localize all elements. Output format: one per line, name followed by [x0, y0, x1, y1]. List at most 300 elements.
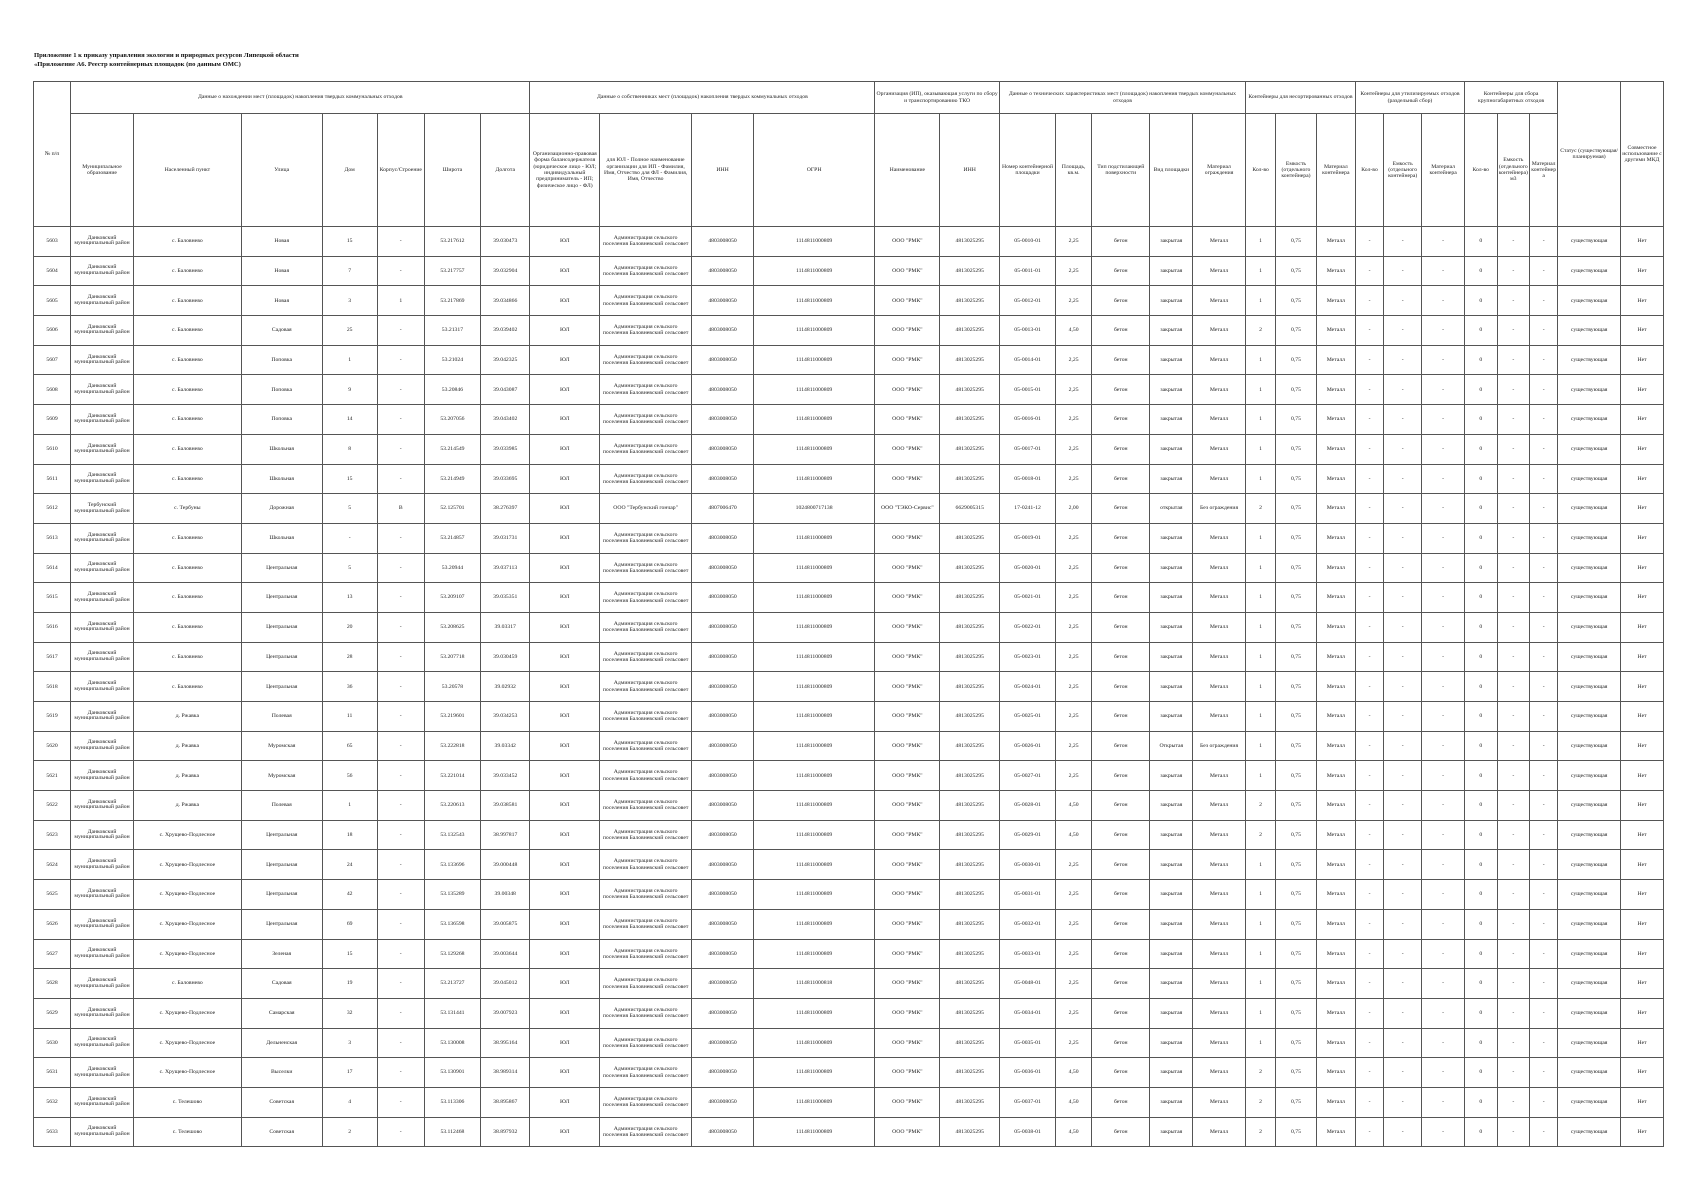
cell-bulky-volume: - [1497, 345, 1530, 375]
cell-surface: бетон [1092, 820, 1150, 850]
cell-carrier-inn: 4813025295 [940, 434, 1000, 464]
cell-recyclable-volume: - [1384, 761, 1422, 791]
cell-building: - [377, 939, 424, 969]
cell-lat: 53.131441 [424, 998, 480, 1028]
cell-owner-name: Администрация сельского поселения Баловневский сельсовет [600, 672, 692, 702]
cell-carrier-inn: 4813025295 [940, 820, 1000, 850]
cell-settlement: с. Баловнево [133, 553, 241, 583]
cell-org-form: ЮЛ [530, 375, 600, 405]
cell-carrier-name: ООО "РМК" [875, 880, 940, 910]
cell-lon: 39.043402 [481, 405, 530, 435]
cell-bulky-count: 0 [1464, 791, 1497, 821]
cell-carrier-name: ООО "РМК" [875, 583, 940, 613]
cell-unsorted-volume: 0,75 [1276, 761, 1316, 791]
cell-site-type: закрытая [1150, 405, 1193, 435]
cell-mo: Данковский муниципальный район [71, 345, 134, 375]
cell-owner-ogrn: 1114811000818 [753, 969, 874, 999]
cell-building: - [377, 316, 424, 346]
cell-house: 15 [322, 227, 377, 257]
cell-bulky-count: 0 [1464, 375, 1497, 405]
cell-area: 4,50 [1056, 1117, 1092, 1147]
cell-bulky-count: 0 [1464, 820, 1497, 850]
cell-owner-name: Администрация сельского поселения Баловневский сельсовет [600, 791, 692, 821]
cell-house: 28 [322, 642, 377, 672]
cell-site-type: закрытая [1150, 702, 1193, 732]
cell-bulky-count: 0 [1464, 464, 1497, 494]
cell-site-no: 05-0023-01 [999, 642, 1055, 672]
cell-owner-inn: 4803008050 [692, 672, 754, 702]
cell-site-no: 05-0025-01 [999, 702, 1055, 732]
cell-owner-ogrn: 1114811000809 [753, 553, 874, 583]
cell-unsorted-material: Металл [1316, 702, 1355, 732]
cell-unsorted-volume: 0,75 [1276, 672, 1316, 702]
group-header-recyclable-containers: Контейнеры для утилизируемых отходов (раздельный сбор) [1356, 82, 1465, 114]
cell-carrier-inn: 4813025295 [940, 702, 1000, 732]
cell-joint-use: Нет [1621, 909, 1664, 939]
cell-unsorted-material: Металл [1316, 1028, 1355, 1058]
cell-num: 5633 [34, 1117, 71, 1147]
cell-surface: бетон [1092, 434, 1150, 464]
cell-owner-name: Администрация сельского поселения Баловневский сельсовет [600, 909, 692, 939]
cell-settlement: с. Хрущево-Подлесное [133, 820, 241, 850]
cell-site-type: закрытая [1150, 850, 1193, 880]
cell-carrier-name: ООО "РМК" [875, 731, 940, 761]
cell-recyclable-material: - [1422, 286, 1465, 316]
cell-bulky-volume: - [1497, 642, 1530, 672]
cell-building: - [377, 791, 424, 821]
col-header-joint-use: Совместное использование с другими МКД [1621, 82, 1664, 227]
cell-bulky-material: - [1530, 761, 1558, 791]
cell-site-type: закрытая [1150, 909, 1193, 939]
cell-carrier-inn: 4813025295 [940, 523, 1000, 553]
cell-recyclable-volume: - [1384, 286, 1422, 316]
cell-street: Школьная [241, 464, 322, 494]
cell-street: Школьная [241, 523, 322, 553]
cell-unsorted-count: 1 [1245, 702, 1275, 732]
cell-street: Центральная [241, 909, 322, 939]
cell-num: 5611 [34, 464, 71, 494]
cell-street: Центральная [241, 672, 322, 702]
cell-bulky-material: - [1530, 1117, 1558, 1147]
cell-owner-ogrn: 1114811000809 [753, 375, 874, 405]
cell-street: Самарская [241, 998, 322, 1028]
column-header-row [34, 114, 1664, 227]
cell-unsorted-count: 1 [1245, 909, 1275, 939]
cell-unsorted-volume: 0,75 [1276, 791, 1316, 821]
cell-building: - [377, 909, 424, 939]
cell-status: существующая [1558, 939, 1621, 969]
cell-bulky-volume: - [1497, 850, 1530, 880]
cell-org-form: ЮЛ [530, 553, 600, 583]
cell-street: Центральная [241, 820, 322, 850]
cell-settlement: с. Хрущево-Подлесное [133, 1028, 241, 1058]
cell-settlement: д. Ржавка [133, 702, 241, 732]
cell-recyclable-material: - [1422, 702, 1465, 732]
cell-lon: 39.005875 [481, 909, 530, 939]
cell-building: - [377, 702, 424, 732]
cell-recyclable-count: - [1356, 880, 1384, 910]
cell-recyclable-material: - [1422, 1117, 1465, 1147]
cell-building: - [377, 998, 424, 1028]
cell-house: 7 [322, 256, 377, 286]
cell-status: существующая [1558, 553, 1621, 583]
cell-carrier-inn: 4813025295 [940, 939, 1000, 969]
cell-street: Садовая [241, 969, 322, 999]
cell-bulky-count: 0 [1464, 583, 1497, 613]
cell-mo: Данковский муниципальный район [71, 820, 134, 850]
cell-settlement: с. Баловнево [133, 523, 241, 553]
cell-recyclable-volume: - [1384, 1028, 1422, 1058]
cell-recyclable-material: - [1422, 909, 1465, 939]
cell-owner-name: Администрация сельского поселения Баловневский сельсовет [600, 434, 692, 464]
cell-num: 5624 [34, 850, 71, 880]
cell-surface: бетон [1092, 880, 1150, 910]
cell-bulky-count: 0 [1464, 405, 1497, 435]
cell-building: - [377, 553, 424, 583]
cell-site-type: закрытая [1150, 612, 1193, 642]
cell-surface: бетон [1092, 523, 1150, 553]
cell-bulky-material: - [1530, 939, 1558, 969]
cell-unsorted-volume: 0,75 [1276, 227, 1316, 257]
cell-owner-inn: 4803008050 [692, 612, 754, 642]
cell-owner-ogrn: 1114811000809 [753, 1058, 874, 1088]
cell-carrier-inn: 4813025295 [940, 345, 1000, 375]
table-row [34, 256, 1664, 286]
cell-house: 3 [322, 286, 377, 316]
col-header-unsorted-count: Кол-во [1245, 114, 1275, 227]
cell-org-form: ЮЛ [530, 1058, 600, 1088]
cell-recyclable-count: - [1356, 969, 1384, 999]
cell-unsorted-material: Металл [1316, 731, 1355, 761]
cell-site-type: закрытая [1150, 256, 1193, 286]
cell-unsorted-material: Металл [1316, 820, 1355, 850]
cell-bulky-material: - [1530, 523, 1558, 553]
cell-recyclable-material: - [1422, 227, 1465, 257]
cell-bulky-volume: - [1497, 791, 1530, 821]
cell-status: существующая [1558, 464, 1621, 494]
cell-site-no: 05-0018-01 [999, 464, 1055, 494]
cell-owner-inn: 4803008050 [692, 791, 754, 821]
cell-house: 65 [322, 731, 377, 761]
cell-owner-ogrn: 1114811000809 [753, 227, 874, 257]
cell-recyclable-count: - [1356, 1117, 1384, 1147]
cell-site-no: 05-0036-01 [999, 1058, 1055, 1088]
cell-street: Садовая [241, 316, 322, 346]
cell-joint-use: Нет [1621, 672, 1664, 702]
cell-owner-ogrn: 1114811000809 [753, 464, 874, 494]
cell-owner-name: Администрация сельского поселения Баловневский сельсовет [600, 939, 692, 969]
cell-mo: Данковский муниципальный район [71, 405, 134, 435]
cell-org-form: ЮЛ [530, 612, 600, 642]
cell-unsorted-volume: 0,75 [1276, 731, 1316, 761]
cell-joint-use: Нет [1621, 316, 1664, 346]
cell-building: - [377, 256, 424, 286]
table-row [34, 1117, 1664, 1147]
cell-site-no: 05-0019-01 [999, 523, 1055, 553]
cell-recyclable-volume: - [1384, 256, 1422, 286]
cell-status: существующая [1558, 345, 1621, 375]
cell-lat: 53.217869 [424, 286, 480, 316]
cell-house: 17 [322, 1058, 377, 1088]
cell-fence: Металл [1193, 256, 1246, 286]
cell-status: существующая [1558, 909, 1621, 939]
table-row [34, 612, 1664, 642]
cell-house: 24 [322, 850, 377, 880]
cell-status: существующая [1558, 969, 1621, 999]
cell-lat: 53.136598 [424, 909, 480, 939]
cell-num: 5616 [34, 612, 71, 642]
cell-num: 5617 [34, 642, 71, 672]
cell-carrier-name: ООО "РМК" [875, 405, 940, 435]
cell-surface: бетон [1092, 256, 1150, 286]
cell-site-type: закрытая [1150, 316, 1193, 346]
cell-fence: Металл [1193, 583, 1246, 613]
cell-building: - [377, 1087, 424, 1117]
cell-lat: 53.217612 [424, 227, 480, 257]
cell-building: - [377, 820, 424, 850]
cell-bulky-material: - [1530, 612, 1558, 642]
cell-lon: 39.034866 [481, 286, 530, 316]
cell-num: 5604 [34, 256, 71, 286]
col-header-carrier-inn: ИНН [940, 114, 1000, 227]
cell-settlement: с. Хрущево-Подлесное [133, 909, 241, 939]
cell-unsorted-count: 1 [1245, 375, 1275, 405]
cell-bulky-material: - [1530, 434, 1558, 464]
cell-recyclable-volume: - [1384, 820, 1422, 850]
cell-bulky-volume: - [1497, 820, 1530, 850]
cell-carrier-inn: 4813025295 [940, 998, 1000, 1028]
cell-house: 18 [322, 820, 377, 850]
cell-fence: Металл [1193, 1028, 1246, 1058]
cell-site-no: 05-0027-01 [999, 761, 1055, 791]
cell-surface: бетон [1092, 731, 1150, 761]
cell-lon: 39.03317 [481, 612, 530, 642]
cell-org-form: ЮЛ [530, 405, 600, 435]
cell-status: существующая [1558, 731, 1621, 761]
cell-house: 1 [322, 345, 377, 375]
col-header-owner-inn: ИНН [692, 114, 754, 227]
cell-org-form: ЮЛ [530, 434, 600, 464]
cell-mo: Данковский муниципальный район [71, 434, 134, 464]
cell-carrier-name: ООО "РМК" [875, 1117, 940, 1147]
cell-carrier-name: ООО "РМК" [875, 523, 940, 553]
cell-joint-use: Нет [1621, 227, 1664, 257]
cell-carrier-inn: 4813025295 [940, 761, 1000, 791]
cell-unsorted-volume: 0,75 [1276, 553, 1316, 583]
cell-area: 2,25 [1056, 672, 1092, 702]
cell-mo: Данковский муниципальный район [71, 1028, 134, 1058]
cell-carrier-name: ООО "РМК" [875, 286, 940, 316]
cell-building: - [377, 761, 424, 791]
cell-building: - [377, 969, 424, 999]
cell-owner-ogrn: 1114811000809 [753, 612, 874, 642]
cell-site-type: закрытая [1150, 939, 1193, 969]
cell-owner-name: Администрация сельского поселения Баловневский сельсовет [600, 553, 692, 583]
cell-owner-name: Администрация сельского поселения Баловневский сельсовет [600, 998, 692, 1028]
cell-building: - [377, 1117, 424, 1147]
cell-bulky-count: 0 [1464, 850, 1497, 880]
cell-num: 5627 [34, 939, 71, 969]
cell-recyclable-material: - [1422, 464, 1465, 494]
cell-owner-inn: 4803008050 [692, 1028, 754, 1058]
cell-owner-ogrn: 1114811000809 [753, 850, 874, 880]
cell-unsorted-volume: 0,75 [1276, 969, 1316, 999]
cell-building: - [377, 731, 424, 761]
cell-building: - [377, 345, 424, 375]
cell-lat: 53.133696 [424, 850, 480, 880]
cell-lat: 52.125701 [424, 494, 480, 524]
cell-recyclable-count: - [1356, 612, 1384, 642]
cell-area: 2,25 [1056, 464, 1092, 494]
cell-carrier-inn: 4813025295 [940, 1087, 1000, 1117]
cell-unsorted-material: Металл [1316, 464, 1355, 494]
cell-mo: Данковский муниципальный район [71, 1087, 134, 1117]
cell-street: Центральная [241, 553, 322, 583]
cell-joint-use: Нет [1621, 256, 1664, 286]
cell-street: Дельненская [241, 1028, 322, 1058]
cell-unsorted-count: 2 [1245, 494, 1275, 524]
cell-owner-inn: 4803008050 [692, 405, 754, 435]
cell-unsorted-material: Металл [1316, 494, 1355, 524]
cell-recyclable-count: - [1356, 256, 1384, 286]
cell-house: 20 [322, 612, 377, 642]
cell-settlement: с. Хрущево-Подлесное [133, 939, 241, 969]
cell-fence: Металл [1193, 672, 1246, 702]
cell-lon: 38.995164 [481, 1028, 530, 1058]
cell-bulky-count: 0 [1464, 256, 1497, 286]
cell-carrier-inn: 4813025295 [940, 256, 1000, 286]
cell-surface: бетон [1092, 1117, 1150, 1147]
cell-num: 5628 [34, 969, 71, 999]
cell-carrier-inn: 4813025295 [940, 969, 1000, 999]
cell-num: 5607 [34, 345, 71, 375]
table-row [34, 909, 1664, 939]
cell-carrier-inn: 4813025295 [940, 1028, 1000, 1058]
cell-num: 5614 [34, 553, 71, 583]
cell-owner-ogrn: 1114811000809 [753, 1028, 874, 1058]
cell-unsorted-volume: 0,75 [1276, 345, 1316, 375]
cell-bulky-volume: - [1497, 523, 1530, 553]
cell-area: 2,25 [1056, 553, 1092, 583]
cell-recyclable-count: - [1356, 939, 1384, 969]
cell-status: существующая [1558, 612, 1621, 642]
cell-joint-use: Нет [1621, 1058, 1664, 1088]
cell-surface: бетон [1092, 939, 1150, 969]
cell-owner-inn: 4803008050 [692, 880, 754, 910]
cell-lon: 38.997817 [481, 820, 530, 850]
cell-surface: бетон [1092, 227, 1150, 257]
cell-org-form: ЮЛ [530, 850, 600, 880]
cell-fence: Металл [1193, 612, 1246, 642]
cell-area: 2,25 [1056, 405, 1092, 435]
cell-joint-use: Нет [1621, 523, 1664, 553]
cell-bulky-volume: - [1497, 227, 1530, 257]
cell-recyclable-count: - [1356, 731, 1384, 761]
cell-area: 4,50 [1056, 820, 1092, 850]
cell-org-form: ЮЛ [530, 316, 600, 346]
document-title [34, 52, 934, 69]
cell-bulky-volume: - [1497, 731, 1530, 761]
cell-org-form: ЮЛ [530, 998, 600, 1028]
cell-carrier-name: ООО "РМК" [875, 345, 940, 375]
cell-owner-name: Администрация сельского поселения Баловневский сельсовет [600, 612, 692, 642]
cell-lon: 39.042325 [481, 345, 530, 375]
cell-surface: бетон [1092, 969, 1150, 999]
cell-bulky-count: 0 [1464, 612, 1497, 642]
cell-unsorted-volume: 0,75 [1276, 583, 1316, 613]
cell-recyclable-count: - [1356, 998, 1384, 1028]
cell-org-form: ЮЛ [530, 909, 600, 939]
cell-owner-name: Администрация сельского поселения Баловневский сельсовет [600, 1087, 692, 1117]
group-header-owners: Данные о собственниках мест (площадок) накопления твердых коммунальных отходов [530, 82, 875, 114]
cell-site-type: закрытая [1150, 642, 1193, 672]
cell-owner-name: Администрация сельского поселения Баловневский сельсовет [600, 880, 692, 910]
cell-site-no: 05-0022-01 [999, 612, 1055, 642]
cell-street: Поповка [241, 405, 322, 435]
cell-carrier-name: ООО "РМК" [875, 642, 940, 672]
cell-mo: Данковский муниципальный район [71, 909, 134, 939]
cell-org-form: ЮЛ [530, 345, 600, 375]
cell-joint-use: Нет [1621, 820, 1664, 850]
cell-unsorted-material: Металл [1316, 672, 1355, 702]
cell-mo: Данковский муниципальный район [71, 553, 134, 583]
cell-bulky-material: - [1530, 702, 1558, 732]
table-row [34, 1028, 1664, 1058]
cell-owner-inn: 4803008050 [692, 939, 754, 969]
group-header-technical: Данные о технических характеристиках мест (площадок) накопления твердых коммунальных отходов [999, 82, 1245, 114]
cell-recyclable-count: - [1356, 345, 1384, 375]
cell-unsorted-volume: 0,75 [1276, 316, 1316, 346]
cell-street: Центральная [241, 850, 322, 880]
cell-lat: 53.207056 [424, 405, 480, 435]
cell-carrier-name: ООО "РМК" [875, 998, 940, 1028]
cell-owner-name: Администрация сельского поселения Баловневский сельсовет [600, 1058, 692, 1088]
col-header-bulky-material: Материал контейнера [1530, 114, 1558, 227]
cell-recyclable-volume: - [1384, 672, 1422, 702]
cell-joint-use: Нет [1621, 791, 1664, 821]
cell-owner-ogrn: 1114811000809 [753, 1117, 874, 1147]
cell-street: Полевая [241, 791, 322, 821]
cell-owner-name: Администрация сельского поселения Баловневский сельсовет [600, 345, 692, 375]
cell-num: 5612 [34, 494, 71, 524]
cell-recyclable-count: - [1356, 464, 1384, 494]
cell-recyclable-count: - [1356, 583, 1384, 613]
cell-site-type: закрытая [1150, 998, 1193, 1028]
cell-bulky-volume: - [1497, 880, 1530, 910]
cell-num: 5631 [34, 1058, 71, 1088]
cell-joint-use: Нет [1621, 998, 1664, 1028]
cell-unsorted-count: 1 [1245, 672, 1275, 702]
cell-recyclable-volume: - [1384, 583, 1422, 613]
cell-mo: Данковский муниципальный район [71, 256, 134, 286]
cell-lon: 38.276397 [481, 494, 530, 524]
cell-house: 15 [322, 939, 377, 969]
cell-unsorted-count: 1 [1245, 998, 1275, 1028]
cell-fence: Металл [1193, 1117, 1246, 1147]
cell-recyclable-material: - [1422, 998, 1465, 1028]
cell-bulky-material: - [1530, 731, 1558, 761]
cell-street: Советская [241, 1087, 322, 1117]
cell-bulky-count: 0 [1464, 939, 1497, 969]
cell-surface: бетон [1092, 791, 1150, 821]
cell-bulky-count: 0 [1464, 286, 1497, 316]
cell-bulky-material: - [1530, 1087, 1558, 1117]
cell-unsorted-count: 1 [1245, 345, 1275, 375]
cell-site-no: 05-0038-01 [999, 1117, 1055, 1147]
cell-site-no: 05-0013-01 [999, 316, 1055, 346]
cell-owner-inn: 4803008050 [692, 523, 754, 553]
cell-street: Дорожная [241, 494, 322, 524]
